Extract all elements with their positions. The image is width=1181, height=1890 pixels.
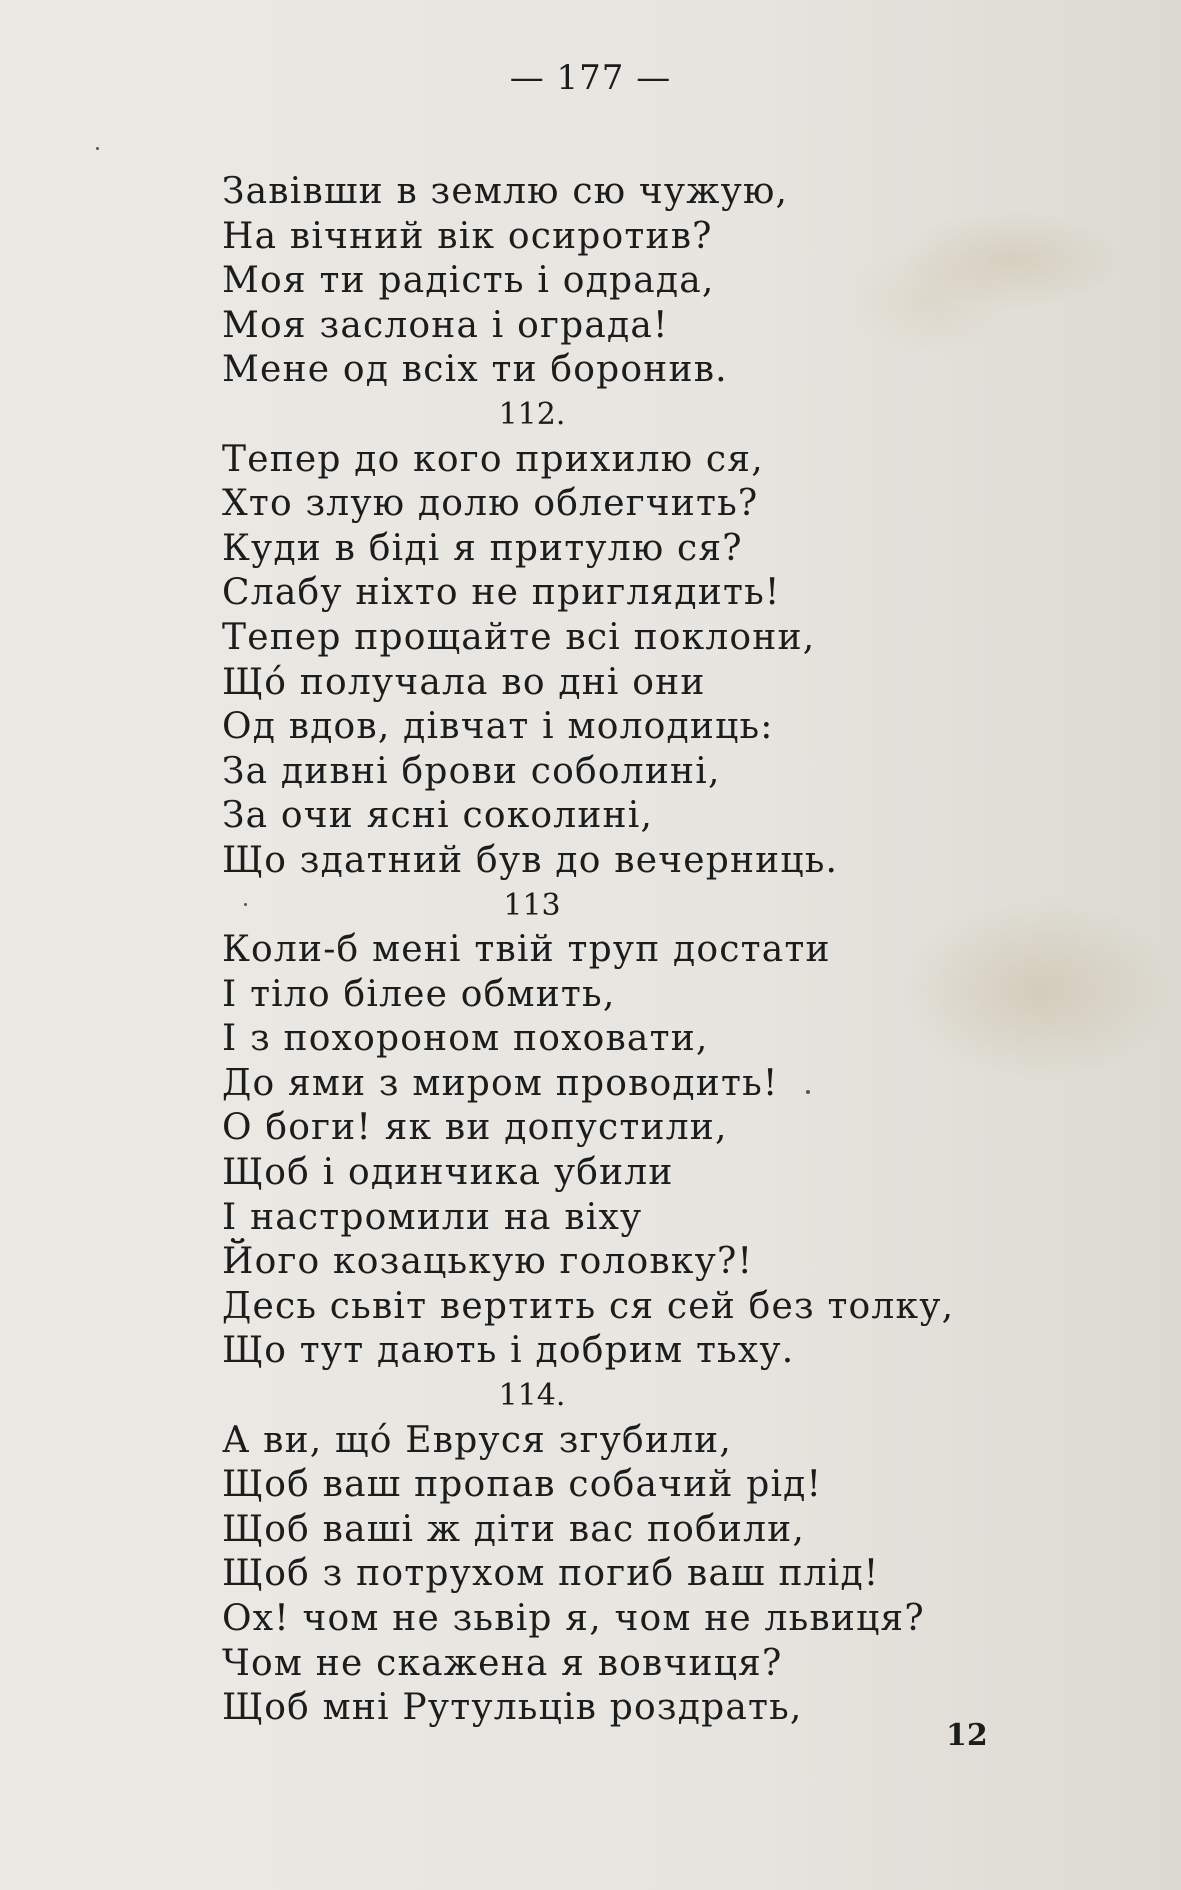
stanza-number: 114. (498, 1378, 566, 1414)
poem-line: Моя заслона і ограда! (222, 304, 669, 346)
poem-line: І з похороном поховати, (222, 1018, 709, 1060)
poem-line: За очи ясні соколині, (222, 795, 654, 837)
page-number: — 177 — (509, 58, 672, 98)
poem-line: О боги! як ви допустили, (222, 1107, 728, 1149)
poem-line: Куди в біді я притулю ся? (222, 527, 743, 569)
poem-line: Що тут дають і добрим тьху. (222, 1330, 795, 1372)
poem-line: Завівши в землю сю чужую, (222, 171, 789, 212)
poem-line: Щоб ваш пропав собачий рід! (222, 1464, 823, 1506)
poem-line: Чом не скажена я вовчиця? (222, 1642, 783, 1684)
poem-line: Коли-б мені твій труп достати (222, 929, 831, 971)
poem-line: Що здатний був до вечерниць. (222, 839, 839, 881)
ink-speck (244, 903, 247, 906)
poem-line: І настромили на віху (222, 1196, 643, 1238)
poem-line: Десь сьвіт вертить ся сей без толку, (222, 1285, 955, 1327)
poem-line: Мене од всіх ти боронив. (222, 349, 728, 391)
poem-line: Слабу ніхто не приглядить! (222, 572, 781, 614)
poem-line: Щоб і одинчика убили (222, 1152, 674, 1194)
poem-line: Щоб мні Рутульців роздрать, (222, 1687, 803, 1729)
poem-line: Щоб з потрухом погиб ваш плід! (222, 1553, 880, 1595)
stanza-number: 113 (503, 887, 561, 923)
poem-line: Од вдов, дівчат і молодиць: (222, 706, 774, 748)
poem-line: І тіло білее обмить, (222, 973, 616, 1015)
poem-line: Його козацькую головку?! (222, 1241, 754, 1283)
ink-speck (806, 1090, 810, 1094)
ink-speck (96, 147, 99, 150)
poem-text (222, 170, 1022, 1731)
poem-line: Ох! чом не зьвір я, чом не львиця? (222, 1598, 925, 1639)
poem-line: Тепер прощайте всі поклони, (222, 616, 816, 658)
stanza-number: 112. (498, 396, 566, 432)
poem-line: До ями з миром проводить! (222, 1062, 779, 1104)
poem-line: Моя ти радість і одрада, (222, 260, 715, 302)
signature-mark: 12 (946, 1718, 988, 1753)
poem-line: Щó получала во дні они (222, 661, 706, 703)
poem-line: Щоб ваші ж діти вас побили, (222, 1508, 805, 1550)
poem-line: На вічний вік осиротив? (222, 215, 713, 257)
poem-line: За дивні брови соболині, (222, 750, 721, 792)
poem-line: Тепер до кого прихилю ся, (222, 438, 764, 480)
poem-line: А ви, щó Евруся згубили, (222, 1419, 732, 1461)
poem-line: Хто злую долю облегчить? (222, 483, 759, 525)
